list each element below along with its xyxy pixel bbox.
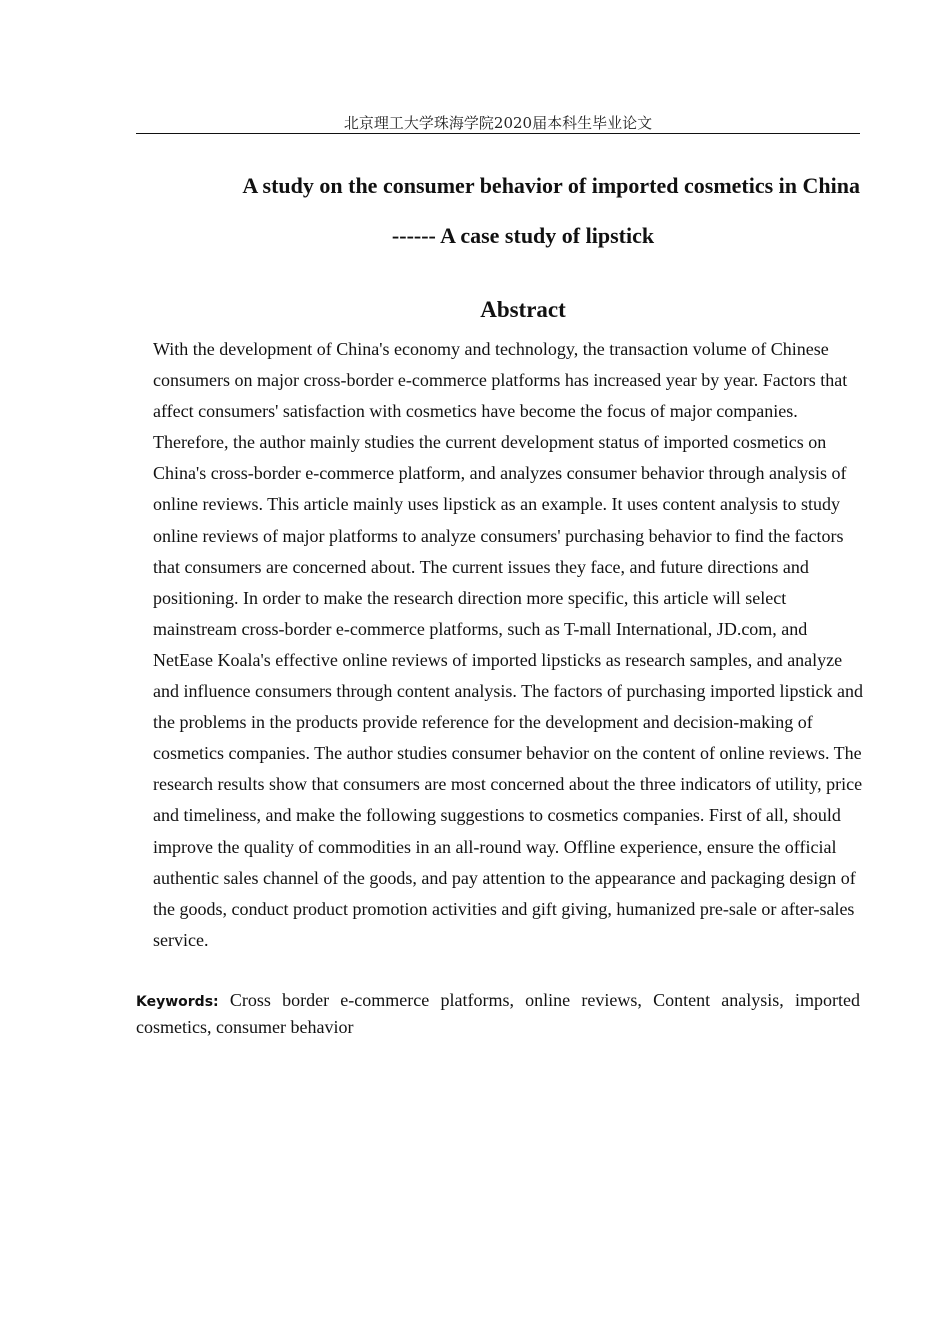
running-header: 北京理工大学珠海学院2020届本科生毕业论文 — [343, 114, 653, 132]
abstract-heading: Abstract — [480, 297, 566, 322]
keywords-text: Cross border e-commerce platforms, online reviews, Content analysis, imported cosmetics, consumer behavior — [136, 990, 861, 1037]
paper-title: A study on the consumer behavior of imported cosmetics in China — [242, 173, 860, 198]
abstract-body: With the development of China's economy and technology, the transaction volume of Chinese consumers on major cross-border e-commerce platforms has increased year by year. Factors that affect consumers' satisfaction with cosmetics have become the focus of major companies. Therefore, the author mainly studies the current development status of imported cosmetics on China's cross-border e-commerce platform, and analyzes consumer behavior through analysis of online reviews. This article mainly uses lipstick as an example. It uses content analysis to study online reviews of major platforms to analyze consumers' purchasing behavior to find the factors that consumers are concerned about. The current issues they face, and future directions and positioning. In order to make the research direction more specific, this article will select mainstream cross-border e-commerce platforms, such as T-mall International, JD.com, and NetEase Koala's effective online reviews of imported lipsticks as research samples, and analyze and influence consumers through content analysis. The factors of purchasing imported lipstick and the problems in the products provide reference for the development and decision-making of cosmetics companies. The author studies consumer behavior on the content of online reviews. The research results show that consumers are most concerned about the three indicators of utility, price and timeliness, and make the following suggestions to cosmetics companies. First of all, should improve the quality of commodities in an all-round way. Offline experience, ensure the official authentic sales channel of the goods, and pay attention to the appearance and packaging design of the goods, conduct product promotion activities and gift giving, humanized pre-sale or after-sales service. — [153, 339, 863, 950]
keywords-label: Keywords: — [136, 994, 219, 1010]
keywords-paragraph — [136, 988, 860, 1040]
paper-subtitle: ------ A case study of lipstick — [391, 223, 655, 248]
header-rule — [136, 133, 860, 134]
